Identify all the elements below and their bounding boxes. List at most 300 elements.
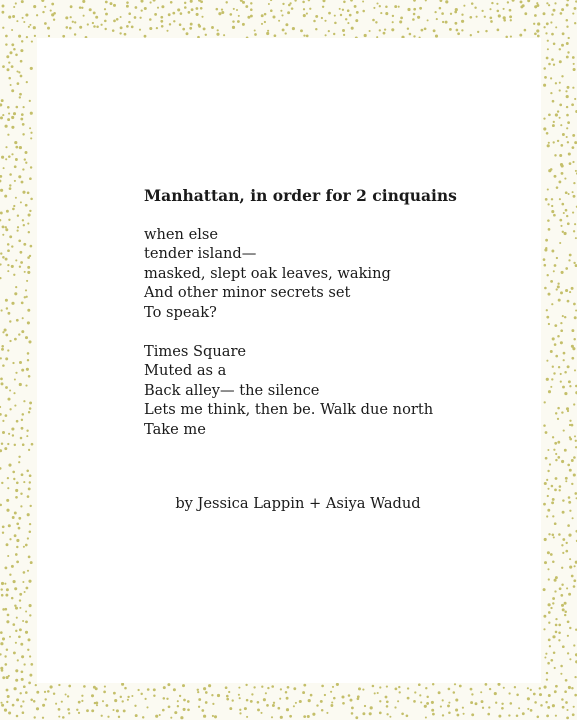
border-dot bbox=[543, 26, 545, 28]
border-dot bbox=[561, 203, 564, 206]
border-dot bbox=[509, 15, 512, 18]
border-dot bbox=[0, 277, 2, 279]
border-dot bbox=[566, 26, 568, 28]
poem-line: Muted as a bbox=[144, 362, 227, 379]
border-dot bbox=[2, 256, 5, 259]
border-dot bbox=[53, 19, 55, 21]
border-dot bbox=[58, 716, 60, 718]
border-dot bbox=[22, 219, 24, 221]
border-dot bbox=[9, 320, 11, 322]
border-dot bbox=[20, 60, 23, 63]
border-dot bbox=[5, 386, 8, 389]
border-dot bbox=[501, 707, 504, 710]
border-dot bbox=[217, 694, 220, 697]
border-dot bbox=[471, 693, 473, 695]
border-dot bbox=[26, 435, 28, 437]
border-dot bbox=[6, 499, 9, 502]
border-dot bbox=[560, 329, 563, 332]
border-dot bbox=[36, 707, 39, 710]
border-dot bbox=[559, 48, 561, 50]
border-dot bbox=[424, 705, 427, 708]
border-dot bbox=[212, 703, 214, 705]
border-dot bbox=[232, 20, 234, 22]
border-dot bbox=[522, 4, 525, 7]
border-dot bbox=[29, 177, 32, 180]
border-dot bbox=[547, 488, 549, 490]
border-dot bbox=[18, 635, 21, 638]
border-dot bbox=[385, 5, 388, 8]
border-dot bbox=[21, 0, 24, 3]
border-dot bbox=[508, 714, 510, 716]
border-dot bbox=[569, 627, 571, 629]
border-dot bbox=[18, 517, 21, 520]
border-dot bbox=[177, 8, 180, 11]
border-dot bbox=[270, 0, 272, 1]
border-dot bbox=[200, 0, 203, 3]
border-dot bbox=[386, 713, 388, 715]
border-dot bbox=[26, 587, 29, 590]
poem-line: Lets me think, then be. Walk due north bbox=[144, 401, 434, 418]
border-dot bbox=[30, 699, 33, 702]
border-dot bbox=[4, 655, 6, 657]
border-dot bbox=[292, 27, 295, 30]
border-dot bbox=[325, 34, 327, 36]
border-dot bbox=[8, 16, 11, 19]
border-dot bbox=[555, 685, 558, 688]
border-dot bbox=[374, 692, 376, 694]
border-dot bbox=[242, 23, 245, 26]
border-dot bbox=[563, 212, 565, 214]
border-dot bbox=[551, 58, 554, 61]
border-dot bbox=[401, 712, 404, 715]
border-dot bbox=[196, 13, 199, 16]
border-dot bbox=[127, 696, 129, 698]
border-dot bbox=[571, 287, 574, 290]
border-dot bbox=[566, 215, 568, 217]
border-dot bbox=[362, 1, 364, 3]
border-dot bbox=[555, 624, 558, 627]
border-dot bbox=[343, 34, 345, 36]
border-dot bbox=[18, 461, 20, 463]
border-dot bbox=[2, 5, 5, 8]
border-dot bbox=[552, 704, 555, 707]
border-dot bbox=[267, 687, 269, 689]
border-dot bbox=[355, 716, 358, 719]
border-dot bbox=[310, 694, 313, 697]
border-dot bbox=[461, 29, 463, 31]
border-dot bbox=[5, 125, 8, 128]
border-dot bbox=[198, 698, 201, 701]
border-dot bbox=[573, 706, 575, 708]
border-dot bbox=[11, 43, 14, 46]
border-dot bbox=[566, 19, 569, 22]
border-dot bbox=[573, 68, 576, 71]
border-dot bbox=[254, 29, 256, 31]
border-dot bbox=[425, 0, 427, 1]
border-dot bbox=[287, 11, 290, 14]
border-dot bbox=[300, 29, 303, 32]
border-dot bbox=[571, 357, 574, 360]
border-dot bbox=[527, 697, 530, 700]
border-dot bbox=[573, 63, 575, 65]
border-dot bbox=[5, 35, 8, 38]
border-dot bbox=[33, 26, 36, 29]
border-dot bbox=[22, 443, 25, 446]
border-dot bbox=[155, 715, 158, 718]
border-dot bbox=[250, 700, 253, 703]
border-dot bbox=[293, 687, 296, 690]
border-dot bbox=[560, 381, 562, 383]
border-dot bbox=[21, 655, 24, 658]
border-dot bbox=[0, 378, 3, 381]
border-dot bbox=[530, 709, 533, 712]
border-dot bbox=[328, 12, 331, 15]
border-dot bbox=[546, 378, 549, 381]
border-dot bbox=[10, 84, 12, 86]
border-dot bbox=[544, 401, 546, 403]
border-dot bbox=[488, 706, 490, 708]
border-dot bbox=[413, 700, 416, 703]
border-dot bbox=[27, 513, 30, 516]
border-dot bbox=[524, 29, 527, 32]
border-dot bbox=[27, 359, 29, 361]
border-dot bbox=[27, 495, 30, 498]
border-dot bbox=[25, 544, 28, 547]
border-dot bbox=[16, 319, 19, 322]
border-dot bbox=[239, 709, 241, 711]
border-dot bbox=[16, 546, 18, 548]
border-dot bbox=[569, 566, 572, 569]
border-dot bbox=[569, 469, 572, 472]
border-dot bbox=[565, 267, 568, 270]
border-dot bbox=[397, 700, 399, 702]
border-dot bbox=[29, 474, 32, 477]
border-dot bbox=[245, 5, 248, 8]
poem-line: To speak? bbox=[144, 303, 217, 321]
border-dot bbox=[565, 209, 568, 212]
border-dot bbox=[551, 210, 554, 213]
border-dot bbox=[14, 444, 16, 446]
border-dot bbox=[2, 331, 4, 333]
border-dot bbox=[572, 146, 575, 149]
border-dot bbox=[15, 146, 18, 149]
border-dot bbox=[121, 683, 124, 686]
border-dot bbox=[264, 21, 266, 23]
border-dot bbox=[7, 398, 10, 401]
border-dot bbox=[218, 12, 221, 15]
border-dot bbox=[278, 20, 280, 22]
border-dot bbox=[546, 360, 548, 362]
border-dot bbox=[417, 16, 420, 19]
border-dot bbox=[567, 86, 570, 89]
border-dot bbox=[567, 635, 569, 637]
border-dot bbox=[27, 570, 29, 572]
border-dot bbox=[254, 33, 257, 36]
border-dot bbox=[567, 410, 569, 412]
border-dot bbox=[11, 265, 14, 268]
border-dot bbox=[419, 694, 421, 696]
border-dot bbox=[392, 21, 394, 23]
border-dot bbox=[503, 687, 505, 689]
border-dot bbox=[100, 24, 102, 26]
border-dot bbox=[569, 420, 571, 422]
border-dot bbox=[8, 711, 11, 714]
border-dot bbox=[568, 593, 571, 596]
border-dot bbox=[534, 701, 537, 704]
border-dot bbox=[29, 24, 31, 26]
border-dot bbox=[183, 699, 186, 702]
border-dot bbox=[44, 698, 46, 700]
border-dot bbox=[453, 691, 456, 694]
border-dot bbox=[7, 134, 9, 136]
border-dot bbox=[461, 20, 464, 23]
border-dot bbox=[21, 40, 23, 42]
border-dot bbox=[555, 26, 557, 28]
border-dot bbox=[18, 71, 20, 73]
border-dot bbox=[180, 12, 183, 15]
border-dot bbox=[556, 186, 559, 189]
border-dot bbox=[445, 21, 448, 24]
border-dot bbox=[149, 18, 152, 21]
border-dot bbox=[567, 222, 570, 225]
border-dot bbox=[544, 264, 547, 267]
border-dot bbox=[554, 2, 556, 4]
border-dot bbox=[481, 10, 483, 12]
border-dot bbox=[566, 114, 569, 117]
border-dot bbox=[17, 230, 19, 232]
border-dot bbox=[268, 3, 270, 5]
border-dot bbox=[22, 168, 24, 170]
border-dot bbox=[70, 5, 73, 8]
border-dot bbox=[7, 243, 10, 246]
border-dot bbox=[19, 93, 22, 96]
border-dot bbox=[120, 696, 122, 698]
border-dot bbox=[201, 709, 204, 712]
border-dot bbox=[232, 699, 234, 701]
border-dot bbox=[544, 686, 547, 689]
border-dot bbox=[553, 449, 555, 451]
border-dot bbox=[573, 585, 576, 588]
border-dot bbox=[28, 375, 31, 378]
border-dot bbox=[27, 256, 30, 259]
border-dot bbox=[0, 189, 3, 192]
border-dot bbox=[439, 0, 442, 2]
border-dot bbox=[27, 271, 30, 274]
border-dot bbox=[558, 632, 561, 635]
border-dot bbox=[201, 16, 203, 18]
border-dot bbox=[406, 714, 409, 717]
border-dot bbox=[68, 712, 70, 714]
border-dot bbox=[19, 628, 22, 631]
border-dot bbox=[545, 431, 548, 434]
border-dot bbox=[375, 21, 377, 23]
border-dot bbox=[280, 716, 283, 719]
border-dot bbox=[571, 424, 574, 427]
border-dot bbox=[87, 23, 89, 25]
border-dot bbox=[9, 340, 11, 342]
border-dot bbox=[566, 56, 569, 59]
border-dot bbox=[574, 223, 576, 225]
border-dot bbox=[524, 12, 527, 15]
border-dot bbox=[364, 705, 366, 707]
border-dot bbox=[8, 524, 11, 527]
border-dot bbox=[566, 542, 568, 544]
border-dot bbox=[113, 20, 116, 23]
border-dot bbox=[474, 6, 476, 8]
border-dot bbox=[2, 431, 5, 434]
border-dot bbox=[457, 32, 460, 35]
border-dot bbox=[23, 546, 25, 548]
border-dot bbox=[13, 112, 16, 115]
border-dot bbox=[21, 670, 24, 673]
border-dot bbox=[170, 717, 172, 719]
border-dot bbox=[568, 496, 571, 499]
border-dot bbox=[573, 230, 575, 232]
border-dot bbox=[546, 515, 548, 517]
border-dot bbox=[19, 692, 21, 694]
border-dot bbox=[537, 35, 540, 38]
border-dot bbox=[14, 405, 16, 407]
border-dot bbox=[413, 0, 416, 2]
border-dot bbox=[277, 707, 280, 710]
border-dot bbox=[537, 716, 540, 719]
border-dot bbox=[566, 717, 569, 720]
border-dot bbox=[527, 687, 529, 689]
border-dot bbox=[238, 15, 240, 17]
border-dot bbox=[560, 341, 563, 344]
border-dot bbox=[271, 685, 274, 688]
border-dot bbox=[11, 427, 14, 430]
border-dot bbox=[456, 29, 459, 32]
border-dot bbox=[550, 350, 553, 353]
border-dot bbox=[7, 106, 10, 109]
border-dot bbox=[334, 22, 337, 25]
border-dot bbox=[93, 25, 96, 28]
poem-line: Take me bbox=[144, 420, 206, 438]
border-dot bbox=[558, 533, 561, 536]
border-dot bbox=[561, 164, 564, 167]
border-dot bbox=[146, 706, 148, 708]
border-dot bbox=[1, 99, 4, 102]
border-dot bbox=[545, 457, 548, 460]
border-dot bbox=[28, 411, 30, 413]
border-dot bbox=[104, 20, 107, 23]
border-dot bbox=[18, 175, 21, 178]
border-dot bbox=[239, 712, 241, 714]
border-dot bbox=[558, 624, 561, 627]
border-dot bbox=[282, 28, 285, 31]
border-dot bbox=[573, 195, 576, 198]
poem-line: And other minor secrets set bbox=[144, 284, 351, 301]
border-dot bbox=[29, 505, 31, 507]
border-dot bbox=[35, 684, 37, 686]
border-dot bbox=[342, 9, 344, 11]
border-dot bbox=[383, 32, 386, 35]
border-dot bbox=[566, 106, 568, 108]
border-dot bbox=[553, 121, 555, 123]
border-dot bbox=[13, 478, 15, 480]
border-dot bbox=[448, 688, 451, 691]
border-dot bbox=[550, 659, 553, 662]
border-dot bbox=[25, 621, 28, 624]
border-dot bbox=[370, 706, 373, 709]
border-dot bbox=[29, 614, 31, 616]
border-dot bbox=[13, 48, 16, 51]
border-dot bbox=[497, 10, 500, 13]
border-dot bbox=[400, 17, 403, 20]
border-dot bbox=[30, 561, 33, 564]
border-dot bbox=[27, 649, 29, 651]
border-dot bbox=[11, 126, 14, 129]
border-dot bbox=[126, 5, 129, 8]
border-dot bbox=[432, 683, 434, 685]
border-dot bbox=[547, 470, 549, 472]
border-dot bbox=[562, 511, 565, 514]
border-dot bbox=[30, 112, 33, 115]
border-dot bbox=[27, 223, 29, 225]
border-dot bbox=[560, 373, 562, 375]
border-dot bbox=[432, 713, 435, 716]
border-dot bbox=[182, 28, 185, 31]
border-dot bbox=[245, 684, 247, 686]
border-dot bbox=[25, 204, 28, 207]
border-dot bbox=[15, 2, 17, 4]
border-dot bbox=[391, 28, 394, 31]
border-dot bbox=[544, 287, 547, 290]
border-dot bbox=[389, 716, 391, 718]
border-dot bbox=[571, 459, 574, 462]
border-dot bbox=[2, 234, 4, 236]
border-dot bbox=[6, 676, 9, 679]
border-dot bbox=[547, 706, 550, 709]
border-dot bbox=[547, 449, 549, 451]
border-dot bbox=[567, 652, 569, 654]
border-dot bbox=[555, 355, 558, 358]
border-dot bbox=[571, 575, 574, 578]
border-dot bbox=[547, 568, 549, 570]
border-dot bbox=[330, 704, 333, 707]
border-dot bbox=[285, 691, 288, 694]
border-dot bbox=[551, 303, 553, 305]
border-dot bbox=[12, 434, 14, 436]
border-dot bbox=[274, 34, 277, 37]
border-dot bbox=[225, 686, 228, 689]
border-dot bbox=[551, 250, 554, 253]
border-dot bbox=[561, 44, 564, 47]
border-dot bbox=[564, 316, 566, 318]
border-dot bbox=[8, 464, 11, 467]
border-dot bbox=[91, 709, 94, 712]
border-dot bbox=[539, 693, 542, 696]
border-dot bbox=[547, 40, 549, 42]
border-dot bbox=[139, 17, 141, 19]
border-dot bbox=[91, 694, 94, 697]
border-dot bbox=[6, 689, 9, 692]
border-dot bbox=[15, 158, 18, 161]
border-dot bbox=[552, 100, 555, 103]
border-dot bbox=[28, 26, 30, 28]
border-dot bbox=[15, 54, 18, 57]
border-dot bbox=[544, 538, 547, 541]
border-dot bbox=[540, 704, 543, 707]
border-dot bbox=[0, 504, 2, 507]
border-dot bbox=[44, 691, 46, 693]
border-dot bbox=[280, 688, 282, 690]
border-dot bbox=[558, 366, 560, 368]
border-dot bbox=[554, 690, 557, 693]
border-dot bbox=[554, 489, 557, 492]
stanza-1 bbox=[144, 225, 524, 323]
